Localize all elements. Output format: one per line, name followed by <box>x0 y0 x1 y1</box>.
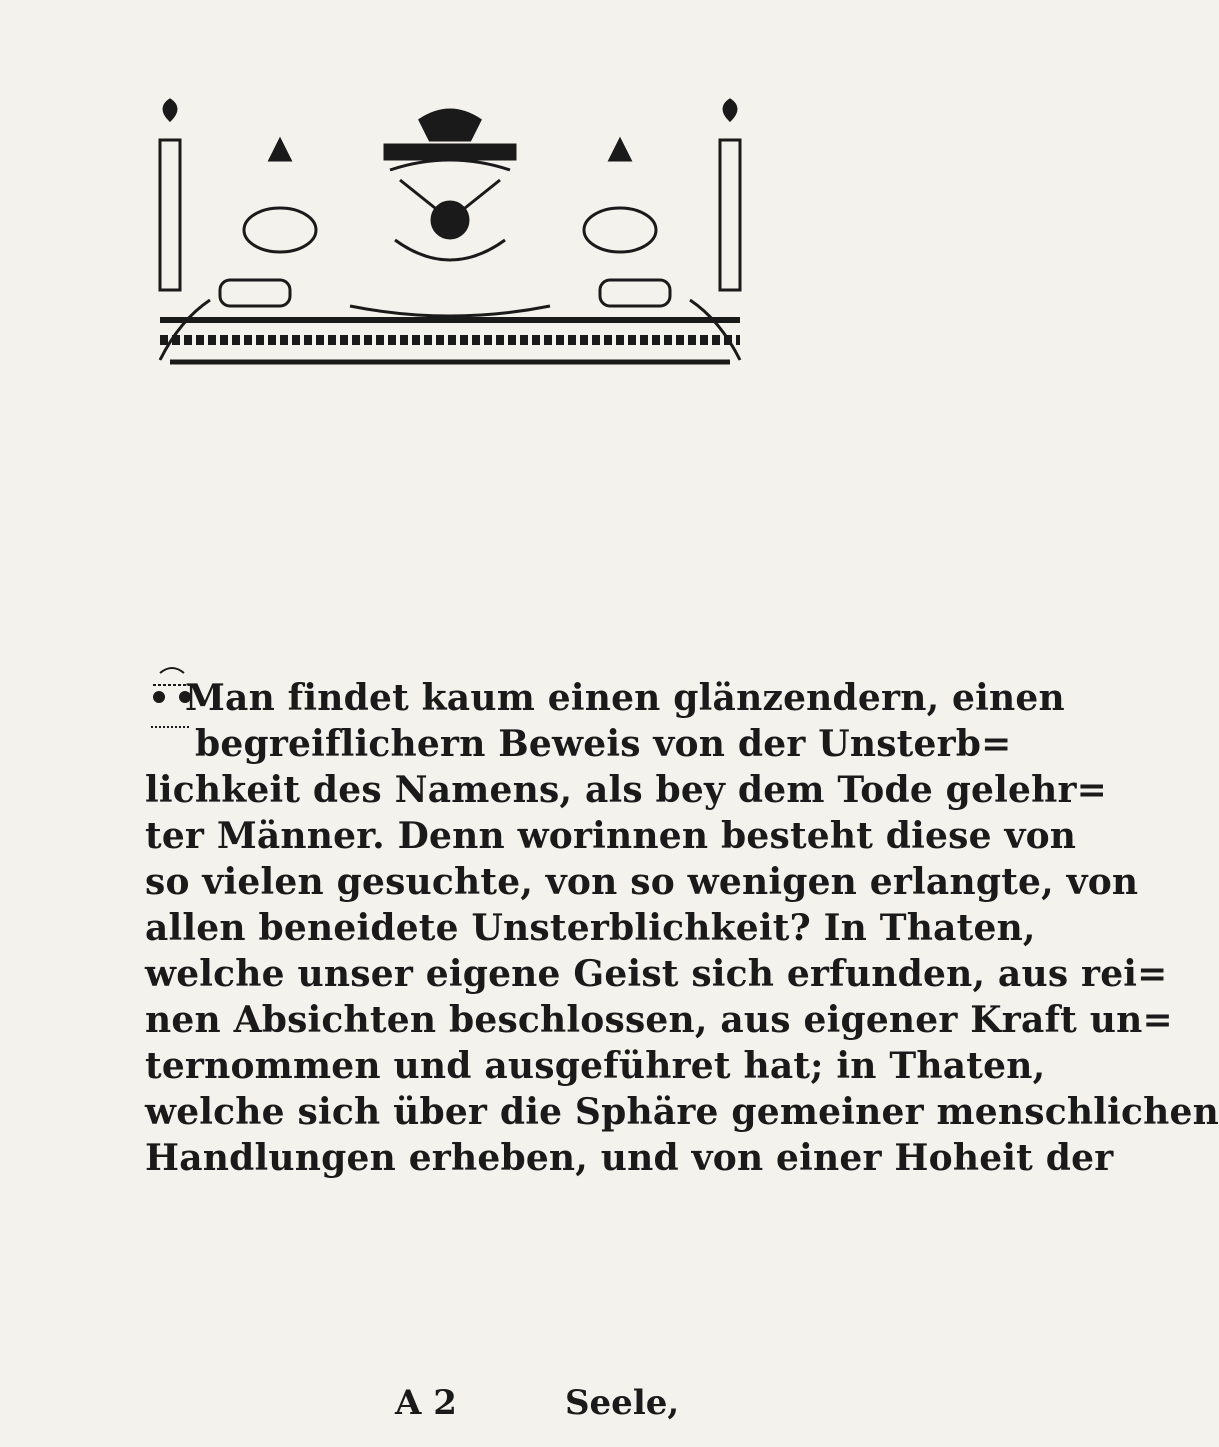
text-line: ternommen und ausgeführet hat; in Thaten, <box>145 1045 1046 1087</box>
text-line: lichkeit des Namens, als bey dem Tode gelehr= <box>145 769 1108 811</box>
signature-mark: A 2 <box>395 1383 457 1423</box>
text-line: welche unser eigene Geist sich erfunden, aus rei= <box>145 953 1168 995</box>
text-line: ter Männer. Denn worinnen besteht diese von <box>145 815 1077 857</box>
text-line: so vielen gesuchte, von so wenigen erlangte, von <box>145 861 1139 903</box>
catchword: Seele, <box>565 1383 680 1423</box>
text-line: begreiflichern Beweis von der Unsterb= <box>195 723 1012 765</box>
text-line: welche sich über die Sphäre gemeiner menschlichen <box>145 1091 1219 1133</box>
text-line: allen beneidete Unsterblichkeit? In Thaten, <box>145 907 1036 949</box>
text-line: Man findet kaum einen glänzendern, einen <box>185 677 1065 719</box>
text-line: Handlungen erheben, und von einer Hoheit der <box>145 1137 1114 1179</box>
body-text <box>145 675 1219 1181</box>
text-line: nen Absichten beschlossen, aus eigener Kraft un= <box>145 999 1173 1041</box>
headpiece-ornament-icon <box>150 100 750 400</box>
